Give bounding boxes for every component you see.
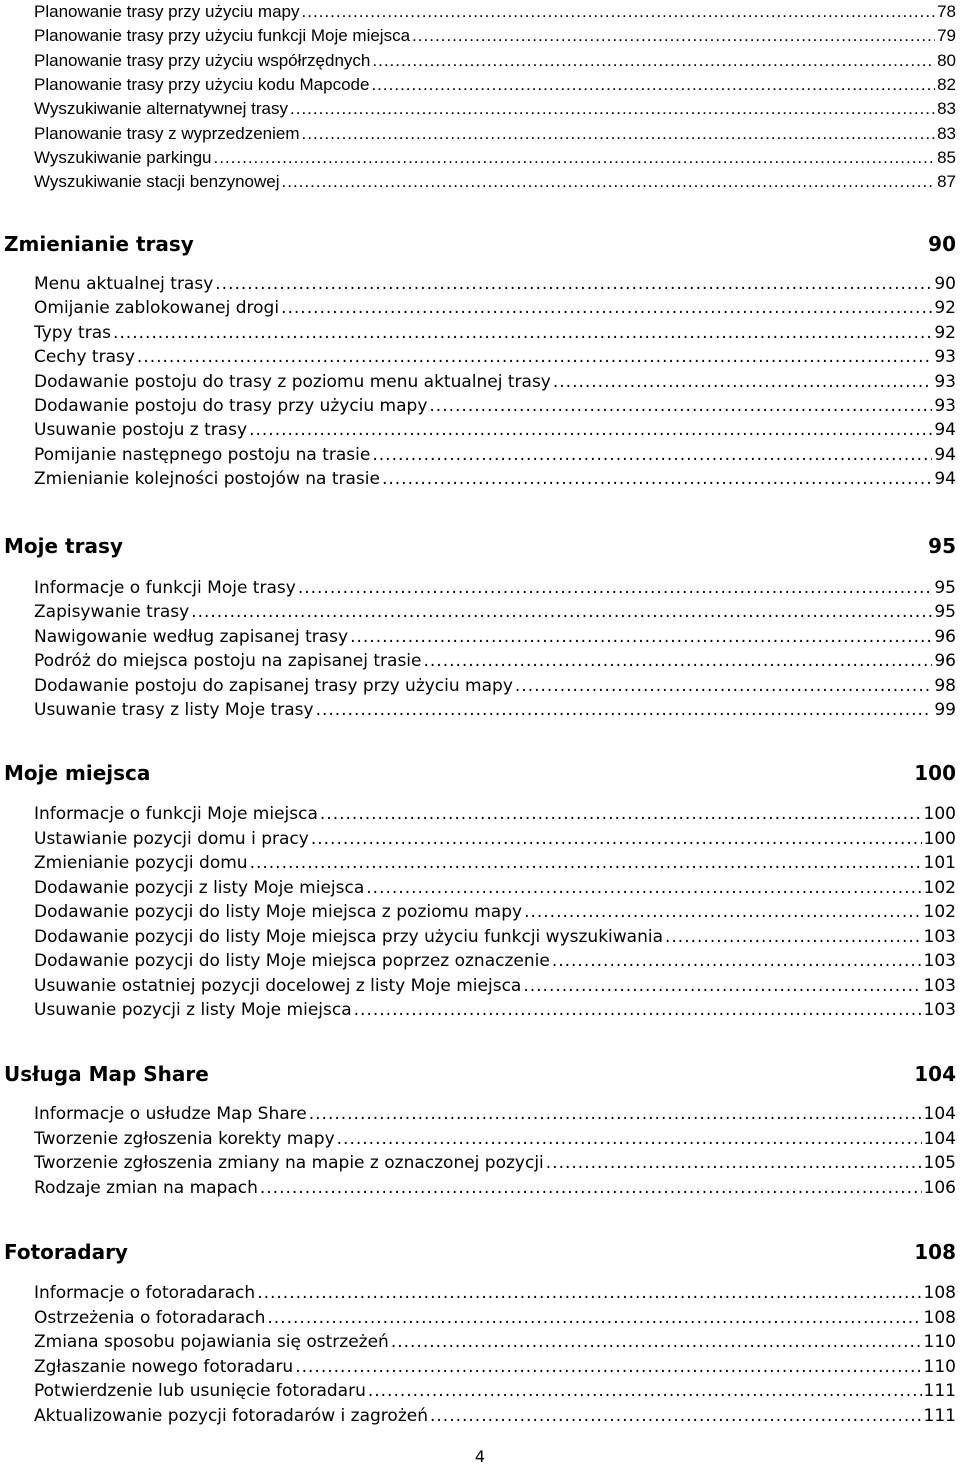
- dot-leader: [290, 97, 935, 121]
- toc-entry-title: Dodawanie pozycji z listy Moje miejsca: [34, 877, 365, 898]
- dot-leader: [366, 876, 921, 900]
- toc-entry-title: Planowanie trasy przy użyciu współrzędnych: [34, 50, 371, 70]
- toc-entry[interactable]: [34, 146, 956, 170]
- toc-entry-title: Usuwanie pozycji z listy Moje miejsca: [34, 1000, 352, 1020]
- toc-entry-title: Ustawianie pozycji domu i pracy: [34, 828, 309, 849]
- toc-entry[interactable]: [34, 698, 956, 722]
- dot-leader: [546, 1151, 922, 1175]
- section-heading[interactable]: [4, 229, 956, 259]
- section-heading-page: 104: [914, 1062, 956, 1086]
- toc-entry-title: Zmienianie kolejności postojów na trasie: [34, 469, 380, 490]
- dot-leader: [553, 370, 933, 394]
- toc-entry-page: 94: [934, 469, 956, 490]
- toc-entry[interactable]: [34, 1306, 956, 1330]
- toc-entry-title: Wyszukiwanie stacji benzynowej: [34, 172, 280, 192]
- toc-entry-title: Wyszukiwanie parkingu: [34, 147, 212, 167]
- dot-leader: [515, 674, 932, 698]
- toc-entry-page: 103: [923, 951, 956, 971]
- toc-entry-page: 79: [937, 26, 956, 46]
- dot-leader: [137, 345, 932, 369]
- dot-leader: [423, 649, 932, 673]
- toc-entry[interactable]: [34, 576, 956, 600]
- toc-entry-page: 82: [937, 74, 956, 94]
- toc-entry-page: 108: [923, 1283, 956, 1303]
- dot-leader: [311, 827, 922, 851]
- section-heading-title: Fotoradary: [4, 1240, 128, 1264]
- toc-entry-title: Informacje o funkcji Moje trasy: [34, 578, 296, 598]
- section-heading[interactable]: [4, 1237, 956, 1267]
- toc-entry-page: 100: [923, 828, 956, 849]
- toc-entry-title: Planowanie trasy przy użyciu kodu Mapcode: [34, 74, 370, 94]
- toc-entry-page: 95: [934, 602, 956, 623]
- toc-entry-title: Informacje o fotoradarach: [34, 1283, 256, 1303]
- dot-leader: [215, 272, 932, 296]
- toc-entry[interactable]: [34, 674, 956, 698]
- dot-leader: [523, 974, 921, 998]
- toc-entry-page: 105: [923, 1153, 956, 1174]
- dot-leader: [391, 1330, 922, 1354]
- toc-entry[interactable]: [34, 600, 956, 624]
- toc-entry[interactable]: [34, 1281, 956, 1305]
- toc-entry-title: Pomijanie następnego postoju na trasie: [34, 444, 371, 465]
- toc-entry-page: 93: [934, 347, 956, 368]
- toc-entry-page: 104: [923, 1104, 956, 1124]
- dot-leader: [382, 467, 932, 491]
- toc-entry-page: 101: [923, 853, 956, 873]
- dot-leader: [113, 321, 932, 345]
- section-heading-page: 108: [914, 1240, 956, 1264]
- toc-entry[interactable]: [34, 802, 956, 826]
- toc-entry-title: Planowanie trasy z wyprzedzeniem: [34, 123, 300, 143]
- toc-entry-title: Nawigowanie według zapisanej trasy: [34, 626, 349, 647]
- toc-entry-title: Tworzenie zgłoszenia korekty mapy: [34, 1128, 335, 1149]
- dot-leader: [309, 1102, 922, 1126]
- dot-leader: [350, 625, 932, 649]
- dot-leader: [281, 296, 932, 320]
- toc-entry-title: Informacje o usłudze Map Share: [34, 1104, 307, 1124]
- toc-entry-title: Usuwanie ostatniej pozycji docelowej z listy Moje miejsca: [34, 975, 522, 996]
- toc-entry-title: Dodawanie postoju do trasy przy użyciu mapy: [34, 396, 428, 416]
- toc-entry-page: 103: [923, 975, 956, 996]
- toc-entry-page: 111: [923, 1405, 956, 1426]
- toc-entry-page: 110: [923, 1332, 956, 1352]
- toc-entry[interactable]: [34, 0, 956, 24]
- dot-leader: [267, 1306, 921, 1330]
- toc-entry-page: 98: [934, 675, 956, 696]
- toc-entry-title: Potwierdzenie lub usunięcie fotoradaru: [34, 1381, 366, 1401]
- toc-entry-page: 103: [923, 926, 956, 947]
- toc-entry[interactable]: [34, 827, 956, 851]
- toc-entry[interactable]: [34, 876, 956, 900]
- toc-entry[interactable]: [34, 467, 956, 491]
- dot-leader: [282, 170, 936, 194]
- toc-entry-title: Dodawanie pozycji do listy Moje miejsca przy użyciu funkcji wyszukiwania: [34, 926, 663, 947]
- toc-entry[interactable]: [34, 170, 956, 194]
- toc-entry-page: 83: [937, 123, 956, 143]
- toc-entry-page: 104: [923, 1128, 956, 1149]
- section-heading-title: Moje miejsca: [4, 761, 151, 785]
- toc-entry[interactable]: [34, 1102, 956, 1126]
- toc-entry-title: Usuwanie postoju z trasy: [34, 420, 248, 441]
- toc-entry-title: Omijanie zablokowanej drogi: [34, 298, 280, 319]
- dot-leader: [320, 802, 922, 826]
- toc-entry-title: Informacje o funkcji Moje miejsca: [34, 804, 318, 824]
- toc-entry[interactable]: [34, 1404, 956, 1428]
- dot-leader: [191, 600, 932, 624]
- toc-entry-page: 102: [923, 877, 956, 898]
- dot-leader: [260, 1176, 922, 1200]
- dot-leader: [524, 900, 921, 924]
- toc-entry-page: 96: [934, 626, 956, 647]
- toc-entry-page: 108: [923, 1307, 956, 1328]
- toc-entry[interactable]: [34, 418, 956, 442]
- dot-leader: [249, 418, 932, 442]
- toc-entry[interactable]: [34, 345, 956, 369]
- toc-entry-page: 96: [934, 651, 956, 672]
- toc-entry-page: 87: [937, 172, 956, 192]
- toc-entry[interactable]: [34, 1127, 956, 1151]
- toc-entry[interactable]: [34, 97, 956, 121]
- toc-entry[interactable]: [34, 925, 956, 949]
- toc-entry-page: 106: [923, 1177, 956, 1198]
- toc-entry[interactable]: [34, 851, 956, 875]
- dot-leader: [213, 146, 935, 170]
- dot-leader: [354, 998, 922, 1022]
- toc-entry-title: Wyszukiwanie alternatywnej trasy: [34, 99, 288, 119]
- toc-entry[interactable]: [34, 974, 956, 998]
- toc-entry-title: Planowanie trasy przy użyciu mapy: [34, 2, 300, 21]
- toc-entry-title: Rodzaje zmian na mapach: [34, 1177, 258, 1198]
- toc-entry-page: 92: [934, 298, 956, 319]
- toc-entry[interactable]: [34, 321, 956, 345]
- toc-entry[interactable]: [34, 443, 956, 467]
- toc-entry-title: Usuwanie trasy z listy Moje trasy: [34, 700, 314, 720]
- toc-entry[interactable]: [34, 24, 956, 48]
- section-heading-page: 100: [914, 761, 956, 785]
- toc-entry[interactable]: [34, 998, 956, 1022]
- section-heading-title: Usługa Map Share: [4, 1062, 209, 1086]
- dot-leader: [372, 443, 932, 467]
- dot-leader: [298, 576, 933, 600]
- toc-entry[interactable]: [34, 625, 956, 649]
- section-heading-title: Zmienianie trasy: [4, 232, 194, 256]
- toc-entry-title: Ostrzeżenia o fotoradarach: [34, 1307, 266, 1328]
- toc-entry[interactable]: [34, 949, 956, 973]
- section-heading-title: Moje trasy: [4, 534, 123, 558]
- toc-entry[interactable]: [34, 1151, 956, 1175]
- toc-entry[interactable]: [34, 73, 956, 97]
- toc-entry-title: Zmienianie pozycji domu: [34, 853, 248, 873]
- toc-entry-title: Dodawanie postoju do zapisanej trasy przy użyciu mapy: [34, 675, 513, 696]
- dot-leader: [372, 49, 935, 73]
- toc-entry[interactable]: [34, 900, 956, 924]
- toc-entry-page: 83: [937, 99, 956, 119]
- toc-entry-page: 99: [934, 700, 956, 720]
- toc-entry-page: 111: [923, 1381, 956, 1401]
- toc-entry[interactable]: [34, 649, 956, 673]
- dot-leader: [295, 1355, 921, 1379]
- dot-leader: [257, 1281, 921, 1305]
- dot-leader: [302, 122, 936, 146]
- toc-entry-page: 103: [923, 1000, 956, 1020]
- toc-entry-page: 102: [923, 902, 956, 922]
- toc-entry-page: 85: [937, 147, 956, 167]
- toc-entry[interactable]: [34, 370, 956, 394]
- toc-entry-page: 78: [937, 2, 956, 21]
- dot-leader: [368, 1379, 922, 1403]
- toc-entry-page: 93: [934, 396, 956, 416]
- toc-entry[interactable]: [34, 394, 956, 418]
- section-heading[interactable]: [4, 758, 956, 788]
- toc-entry-page: 100: [923, 804, 956, 824]
- toc-entry-page: 92: [934, 322, 956, 343]
- toc-entry-title: Planowanie trasy przy użyciu funkcji Moje miejsca: [34, 26, 411, 46]
- toc-entry-title: Dodawanie pozycji do listy Moje miejsca poprzez oznaczenie: [34, 951, 550, 971]
- toc-entry[interactable]: [34, 49, 956, 73]
- toc-entry-title: Dodawanie postoju do trasy z poziomu menu aktualnej trasy: [34, 371, 551, 392]
- toc-entry-title: Zgłaszanie nowego fotoradaru: [34, 1356, 294, 1377]
- toc-entry-title: Zmiana sposobu pojawiania się ostrzeżeń: [34, 1332, 389, 1352]
- toc-entry[interactable]: [34, 296, 956, 320]
- toc-entry[interactable]: [34, 1330, 956, 1354]
- toc-entry-title: Podróż do miejsca postoju na zapisanej trasie: [34, 651, 422, 672]
- toc-entry-title: Tworzenie zgłoszenia zmiany na mapie z oznaczonej pozycji: [34, 1153, 544, 1174]
- toc-entry[interactable]: [34, 122, 956, 146]
- dot-leader: [250, 851, 922, 875]
- page-number: 4: [474, 1447, 486, 1466]
- toc-entry-page: 93: [934, 371, 956, 392]
- dot-leader: [665, 925, 922, 949]
- toc-entry[interactable]: [34, 272, 956, 296]
- dot-leader: [316, 698, 933, 722]
- toc-entry-title: Cechy trasy: [34, 347, 135, 368]
- toc-entry-page: 95: [934, 578, 956, 598]
- dot-leader: [337, 1127, 922, 1151]
- section-heading-page: 90: [928, 232, 956, 256]
- section-heading[interactable]: [4, 1059, 956, 1089]
- toc-entry-title: Typy tras: [34, 322, 111, 343]
- section-heading[interactable]: [4, 531, 956, 561]
- toc-entry-title: Dodawanie pozycji do listy Moje miejsca z poziomu mapy: [34, 902, 523, 922]
- dot-leader: [412, 24, 935, 48]
- toc-entry[interactable]: [34, 1176, 956, 1200]
- toc-entry-page: 94: [934, 420, 956, 441]
- toc-entry-page: 110: [923, 1356, 956, 1377]
- toc-entry-page: 90: [934, 274, 956, 294]
- toc-entry-title: Menu aktualnej trasy: [34, 274, 214, 294]
- toc-entry-title: Zapisywanie trasy: [34, 602, 190, 623]
- toc-entry[interactable]: [34, 1355, 956, 1379]
- toc-entry-page: 94: [934, 444, 956, 465]
- toc-entry[interactable]: [34, 1379, 956, 1403]
- toc-entry-title: Aktualizowanie pozycji fotoradarów i zagrożeń: [34, 1405, 428, 1426]
- toc-entry-page: 80: [937, 50, 956, 70]
- section-heading-page: 95: [928, 534, 956, 558]
- dot-leader: [430, 1404, 922, 1428]
- dot-leader: [371, 73, 935, 97]
- dot-leader: [302, 0, 936, 24]
- dot-leader: [552, 949, 922, 973]
- dot-leader: [429, 394, 932, 418]
